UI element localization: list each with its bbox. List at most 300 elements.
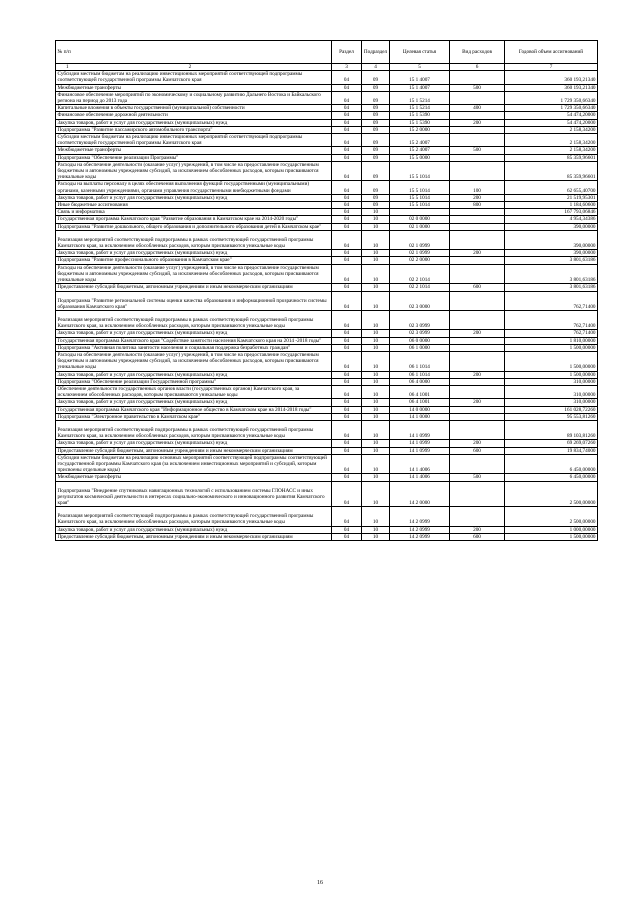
row-podrazdel: 10 <box>362 481 390 507</box>
row-expense-type <box>450 310 505 329</box>
row-name: Подпрограмма "Развитие дошкольного, общего образования и дополнительного образования детей в Камчатском крае" <box>56 223 332 230</box>
row-target-article: 15 5 1014 <box>390 194 450 201</box>
header-expense-type: Вид расходов <box>450 41 505 64</box>
row-podrazdel: 10 <box>362 413 390 420</box>
row-podrazdel: 09 <box>362 147 390 154</box>
row-target-article: 15 5 1014 <box>390 181 450 194</box>
row-name: Подпрограмма "Развитие профессионального образования в Камчатском крае" <box>56 257 332 264</box>
row-name: Финансовое обеспечение мероприятий по экономическому и социальному развитию Дальнего Востока и Байкальского региона на период до 2013 года <box>56 91 332 104</box>
row-podrazdel: 10 <box>362 223 390 230</box>
row-podrazdel: 10 <box>362 454 390 474</box>
row-target-article: 02 3 0999 <box>390 330 450 337</box>
row-name: Межбюджетные трансферты <box>56 474 332 481</box>
table-row <box>56 533 598 540</box>
row-name: Финансовое обеспечение дорожной деятельности <box>56 112 332 119</box>
row-expense-type <box>450 257 505 264</box>
row-name: Подпрограмма "Обеспечение реализации Государственной программы" <box>56 378 332 385</box>
row-name: Подпрограмма "Развитие пассажирского автомобильного транспорта" <box>56 126 332 133</box>
row-razdel: 04 <box>332 264 362 284</box>
row-amount: 85 359,96601 <box>505 161 598 181</box>
row-amount: 1 500,00000 <box>505 351 598 371</box>
row-target-article: 14 2 0999 <box>390 526 450 533</box>
table-row <box>56 126 598 133</box>
row-name: Закупка товаров, работ и услуг для государственных (муниципальных) нужд <box>56 330 332 337</box>
row-target-article: 06 1 1014 <box>390 351 450 371</box>
row-amount: 2 158,34200 <box>505 134 598 147</box>
row-name: Государственная программа Камчатского края "Содействие занятости населения Камчатского края на 2014 -2018 годы" <box>56 337 332 344</box>
row-target-article: 14 1 0999 <box>390 420 450 439</box>
row-razdel: 04 <box>332 250 362 257</box>
row-amount: 390,00000 <box>505 223 598 230</box>
row-target-article: 06 0 0000 <box>390 337 450 344</box>
row-razdel: 04 <box>332 154 362 161</box>
row-razdel: 04 <box>332 119 362 126</box>
row-amount: 1 729 350,66340 <box>505 105 598 112</box>
table-row <box>56 230 598 249</box>
table-row <box>56 147 598 154</box>
row-podrazdel: 10 <box>362 507 390 526</box>
row-amount: 310,00000 <box>505 378 598 385</box>
row-amount: 390,00000 <box>505 250 598 257</box>
row-target-article: 14 2 0999 <box>390 507 450 526</box>
row-expense-type: 600 <box>450 284 505 291</box>
table-row <box>56 507 598 526</box>
row-target-article: 15 1 5214 <box>390 105 450 112</box>
row-razdel: 04 <box>332 112 362 119</box>
row-razdel: 04 <box>332 454 362 474</box>
row-name: Межбюджетные трансферты <box>56 84 332 91</box>
colnum-5: 5 <box>390 64 450 71</box>
row-podrazdel: 10 <box>362 474 390 481</box>
row-podrazdel: 09 <box>362 181 390 194</box>
row-podrazdel: 10 <box>362 216 390 223</box>
table-row <box>56 181 598 194</box>
header-target-article: Целевая статья <box>390 41 450 64</box>
row-expense-type: 200 <box>450 371 505 378</box>
row-podrazdel: 09 <box>362 194 390 201</box>
table-row <box>56 310 598 329</box>
row-target-article: 02 3 0999 <box>390 310 450 329</box>
row-target-article: 02 2 1014 <box>390 284 450 291</box>
row-amount: 19 834,74000 <box>505 447 598 454</box>
row-amount: 310,00000 <box>505 399 598 406</box>
row-name: Связь и информатика <box>56 209 332 216</box>
row-razdel: 04 <box>332 216 362 223</box>
row-name: Расходы на обеспечение деятельности (оказание услуг) учреждений, в том числе на предоставление государственным бюджетным и автономным учреждениям субсидий, за исключением обособленных расходов, которым присваиваются уникальные коды <box>56 264 332 284</box>
row-podrazdel: 10 <box>362 250 390 257</box>
row-razdel: 04 <box>332 230 362 249</box>
row-expense-type: 200 <box>450 526 505 533</box>
row-podrazdel: 10 <box>362 420 390 439</box>
table-row <box>56 105 598 112</box>
row-target-article: 06 4 1001 <box>390 385 450 398</box>
row-razdel: 04 <box>332 474 362 481</box>
row-podrazdel: 10 <box>362 284 390 291</box>
row-target-article: 14 2 0999 <box>390 533 450 540</box>
row-expense-type: 500 <box>450 84 505 91</box>
row-amount: 85 359,96601 <box>505 154 598 161</box>
table-row <box>56 474 598 481</box>
table-row <box>56 216 598 223</box>
row-name: Закупка товаров, работ и услуг для государственных (муниципальных) нужд <box>56 440 332 447</box>
row-target-article: 15 2 4007 <box>390 147 450 154</box>
row-amount: 390,00000 <box>505 230 598 249</box>
row-expense-type: 200 <box>450 330 505 337</box>
row-expense-type: 600 <box>450 447 505 454</box>
row-razdel: 04 <box>332 126 362 133</box>
row-amount: 2 500,00000 <box>505 481 598 507</box>
row-podrazdel: 10 <box>362 230 390 249</box>
table-row <box>56 194 598 201</box>
table-row <box>56 440 598 447</box>
row-expense-type: 600 <box>450 533 505 540</box>
row-amount: 54 474,20000 <box>505 119 598 126</box>
row-razdel: 04 <box>332 134 362 147</box>
row-target-article: 06 1 1014 <box>390 371 450 378</box>
row-podrazdel: 10 <box>362 533 390 540</box>
row-amount: 2 158,34200 <box>505 147 598 154</box>
row-podrazdel: 10 <box>362 310 390 329</box>
row-podrazdel: 10 <box>362 371 390 378</box>
row-razdel: 04 <box>332 209 362 216</box>
row-target-article: 02 3 0000 <box>390 291 450 310</box>
table-row <box>56 371 598 378</box>
row-amount: 4 954,34386 <box>505 216 598 223</box>
row-expense-type: 500 <box>450 147 505 154</box>
row-razdel: 04 <box>332 481 362 507</box>
row-podrazdel: 09 <box>362 105 390 112</box>
row-target-article <box>390 209 450 216</box>
row-name: Иные бюджетные ассигнования <box>56 202 332 209</box>
row-name: Подпрограмма "Активная политика занятости населения и социальная поддержка безработных граждан" <box>56 344 332 351</box>
row-name: Государственная программа Камчатского края "Информационное общество в Камчатском крае на 2014-2018 годы" <box>56 406 332 413</box>
table-row <box>56 526 598 533</box>
row-expense-type <box>450 223 505 230</box>
row-amount: 3 801,63186 <box>505 284 598 291</box>
table-row <box>56 447 598 454</box>
row-amount: 1 500,00000 <box>505 371 598 378</box>
row-podrazdel: 10 <box>362 291 390 310</box>
row-amount: 54 474,20000 <box>505 112 598 119</box>
table-row <box>56 351 598 371</box>
row-razdel: 04 <box>332 310 362 329</box>
row-razdel: 04 <box>332 194 362 201</box>
row-podrazdel: 10 <box>362 399 390 406</box>
row-name: Государственная программа Камчатского края "Развитие образования в Камчатском крае на 2014-2020 годы" <box>56 216 332 223</box>
row-amount: 2 158,34200 <box>505 126 598 133</box>
table-row <box>56 344 598 351</box>
row-podrazdel: 09 <box>362 84 390 91</box>
row-target-article: 15 1 4007 <box>390 71 450 84</box>
row-razdel: 04 <box>332 533 362 540</box>
table-row <box>56 112 598 119</box>
row-target-article: 02 1 0000 <box>390 223 450 230</box>
row-podrazdel: 10 <box>362 385 390 398</box>
row-target-article: 15 5 1014 <box>390 161 450 181</box>
row-amount: 1 729 350,66340 <box>505 91 598 104</box>
row-amount: 21 519,95301 <box>505 194 598 201</box>
row-name: Субсидии местным бюджетам на реализацию инвестиционных мероприятий соответствующей подпрограммы соответствующей государственной программы Камчатского края <box>56 134 332 147</box>
row-expense-type <box>450 385 505 398</box>
row-name: Реализация мероприятий соответствующей подпрограммы в рамках соответствующей государственной программы Камчатского края, за исключением обособленных расходов, которым присваиваются уникальные коды <box>56 420 332 439</box>
table-row <box>56 223 598 230</box>
row-target-article: 02 2 1014 <box>390 264 450 284</box>
row-amount: 360 193,21340 <box>505 71 598 84</box>
row-expense-type: 100 <box>450 181 505 194</box>
row-target-article: 15 5 1014 <box>390 202 450 209</box>
row-podrazdel: 10 <box>362 378 390 385</box>
row-name: Подпрограмма "Электронное правительство в Камчатском крае" <box>56 413 332 420</box>
row-expense-type: 200 <box>450 119 505 126</box>
table-row <box>56 454 598 474</box>
table-row <box>56 399 598 406</box>
row-expense-type <box>450 161 505 181</box>
row-name: Подпрограмма "Обеспечение реализации Программы" <box>56 154 332 161</box>
row-target-article: 06 4 1001 <box>390 399 450 406</box>
table-row <box>56 119 598 126</box>
row-podrazdel: 09 <box>362 71 390 84</box>
row-razdel: 04 <box>332 257 362 264</box>
row-target-article: 14 1 4006 <box>390 454 450 474</box>
row-target-article: 14 1 0000 <box>390 413 450 420</box>
row-expense-type <box>450 481 505 507</box>
row-razdel: 04 <box>332 91 362 104</box>
row-amount: 167 793,06846 <box>505 209 598 216</box>
row-expense-type <box>450 134 505 147</box>
row-expense-type <box>450 291 505 310</box>
row-expense-type <box>450 216 505 223</box>
row-podrazdel: 10 <box>362 344 390 351</box>
row-razdel: 04 <box>332 440 362 447</box>
row-amount: 1 810,00000 <box>505 337 598 344</box>
row-podrazdel: 09 <box>362 119 390 126</box>
row-razdel: 04 <box>332 378 362 385</box>
row-podrazdel: 10 <box>362 440 390 447</box>
column-numbers-row <box>56 64 598 71</box>
row-razdel: 04 <box>332 291 362 310</box>
table-row <box>56 161 598 181</box>
row-name: Подпрограмма "Развитие региональной системы оценки качества образования и информационной прозрачности системы образования Камчатского края" <box>56 291 332 310</box>
header-annual-amount: Годовой объем ассигнований <box>505 41 598 64</box>
document-page <box>55 40 597 541</box>
row-razdel: 04 <box>332 161 362 181</box>
row-name: Закупка товаров, работ и услуг для государственных (муниципальных) нужд <box>56 119 332 126</box>
row-target-article: 15 2 0000 <box>390 126 450 133</box>
table-row <box>56 385 598 398</box>
row-amount: 3 801,63186 <box>505 257 598 264</box>
row-podrazdel: 10 <box>362 526 390 533</box>
row-name: Реализация мероприятий соответствующей подпрограммы в рамках соответствующей государственной программы Камчатского края, за исключением обособленных расходов, которым присваиваются уникальные коды <box>56 230 332 249</box>
row-razdel: 04 <box>332 147 362 154</box>
page-number: 16 <box>317 880 323 886</box>
row-name: Закупка товаров, работ и услуг для государственных (муниципальных) нужд <box>56 371 332 378</box>
row-name: Расходы на выплаты персоналу в целях обеспечения выполнения функций государственными (муниципальными) органами, казенными учреждениями, органами управления государственными внебюджетными фондами <box>56 181 332 194</box>
row-name: Предоставление субсидий бюджетным, автономным учреждениям и иным некоммерческим организациям <box>56 533 332 540</box>
budget-table <box>55 40 598 541</box>
row-target-article: 14 1 0999 <box>390 447 450 454</box>
row-target-article: 14 2 0000 <box>390 481 450 507</box>
row-podrazdel: 10 <box>362 330 390 337</box>
header-podrazdel: Подраздел <box>362 41 390 64</box>
row-razdel: 04 <box>332 385 362 398</box>
row-target-article: 14 0 0000 <box>390 406 450 413</box>
row-name: Капитальные вложения в объекты государственной (муниципальной) собственности <box>56 105 332 112</box>
row-podrazdel: 10 <box>362 257 390 264</box>
row-podrazdel: 10 <box>362 337 390 344</box>
row-razdel: 04 <box>332 351 362 371</box>
row-razdel: 04 <box>332 399 362 406</box>
row-razdel: 04 <box>332 406 362 413</box>
row-expense-type <box>450 344 505 351</box>
row-razdel: 04 <box>332 84 362 91</box>
row-razdel: 04 <box>332 420 362 439</box>
row-target-article: 02 1 0999 <box>390 250 450 257</box>
table-row <box>56 209 598 216</box>
row-podrazdel: 10 <box>362 209 390 216</box>
table-row <box>56 378 598 385</box>
table-row <box>56 264 598 284</box>
row-expense-type <box>450 413 505 420</box>
row-expense-type <box>450 264 505 284</box>
row-amount: 62 655,40700 <box>505 181 598 194</box>
row-name: Реализация мероприятий соответствующей подпрограммы в рамках соответствующей государственной программы Камчатского края, за исключением обособленных расходов, которым присваиваются уникальные коды <box>56 507 332 526</box>
row-amount: 69 269,07260 <box>505 440 598 447</box>
row-amount: 95 553,81260 <box>505 413 598 420</box>
row-amount: 161 028,72260 <box>505 406 598 413</box>
row-expense-type: 800 <box>450 202 505 209</box>
row-expense-type <box>450 351 505 371</box>
table-row <box>56 413 598 420</box>
table-row <box>56 330 598 337</box>
row-amount: 1 184,60600 <box>505 202 598 209</box>
row-name: Предоставление субсидий бюджетным, автономным учреждениям и иным некоммерческим организациям <box>56 284 332 291</box>
row-razdel: 04 <box>332 223 362 230</box>
table-row <box>56 337 598 344</box>
colnum-4: 4 <box>362 64 390 71</box>
row-razdel: 04 <box>332 181 362 194</box>
row-name: Реализация мероприятий соответствующей подпрограммы в рамках соответствующей государственной программы Камчатского края, за исключением обособленных расходов, которым присваиваются уникальные коды <box>56 310 332 329</box>
row-podrazdel: 09 <box>362 161 390 181</box>
header-razdel: Раздел <box>332 41 362 64</box>
row-target-article: 02 0 0000 <box>390 216 450 223</box>
table-row <box>56 134 598 147</box>
row-target-article: 15 5 0000 <box>390 154 450 161</box>
row-expense-type <box>450 71 505 84</box>
row-expense-type: 200 <box>450 250 505 257</box>
table-row <box>56 71 598 84</box>
row-razdel: 04 <box>332 330 362 337</box>
row-target-article: 15 1 4007 <box>390 84 450 91</box>
row-razdel: 04 <box>332 202 362 209</box>
row-amount: 1 500,00000 <box>505 344 598 351</box>
row-name: Обеспечение деятельности государственных органов власти (государственных органов) Камчатского края, за исключением обособленных расходов, которым присваиваются уникальные коды <box>56 385 332 398</box>
row-expense-type <box>450 420 505 439</box>
row-razdel: 04 <box>332 526 362 533</box>
row-name: Предоставление субсидий бюджетным, автономным учреждениям и иным некоммерческим организациям <box>56 447 332 454</box>
row-razdel: 04 <box>332 71 362 84</box>
row-podrazdel: 09 <box>362 154 390 161</box>
row-name: Расходы на обеспечение деятельности (оказание услуг) учреждений, в том числе на предоставление государственным бюджетным и автономным учреждениям субсидий, за исключением обособленных расходов, которым присваиваются уникальные коды <box>56 351 332 371</box>
table-row <box>56 481 598 507</box>
row-podrazdel: 09 <box>362 112 390 119</box>
colnum-1: 1 2 <box>56 64 332 71</box>
row-target-article: 15 1 5390 <box>390 112 450 119</box>
table-row <box>56 284 598 291</box>
row-podrazdel: 10 <box>362 264 390 284</box>
row-name: Подпрограмма "Внедрение спутниковых навигационных технологий с использованием системы ГЛОНАСС и иных результатов космической деятельности в интересах социально-экономического и инновационного развития Камчатского края" <box>56 481 332 507</box>
row-razdel: 04 <box>332 371 362 378</box>
colnum-7: 7 <box>505 64 598 71</box>
row-razdel: 04 <box>332 447 362 454</box>
row-target-article: 15 1 5214 <box>390 91 450 104</box>
row-expense-type: 200 <box>450 399 505 406</box>
colnum-3: 3 <box>332 64 362 71</box>
row-razdel: 04 <box>332 344 362 351</box>
row-expense-type <box>450 91 505 104</box>
row-podrazdel: 10 <box>362 406 390 413</box>
row-razdel: 04 <box>332 413 362 420</box>
row-amount: 762,71400 <box>505 330 598 337</box>
row-razdel: 04 <box>332 284 362 291</box>
row-amount: 310,00000 <box>505 385 598 398</box>
row-target-article: 15 2 4007 <box>390 134 450 147</box>
row-amount: 2 500,00000 <box>505 507 598 526</box>
table-row <box>56 154 598 161</box>
table-body <box>56 64 598 541</box>
row-expense-type <box>450 454 505 474</box>
row-amount: 6 450,00000 <box>505 474 598 481</box>
row-amount: 1 000,00000 <box>505 526 598 533</box>
row-name: Закупка товаров, работ и услуг для государственных (муниципальных) нужд <box>56 526 332 533</box>
row-expense-type <box>450 154 505 161</box>
table-row <box>56 406 598 413</box>
row-name: Субсидии местным бюджетам на реализацию основных мероприятий соответствующей подпрограммы соответствующей государственной программы Камчатского края (за исключением инвестиционных мероприятий и субсидий, которым присвоены отдельные коды) <box>56 454 332 474</box>
row-target-article: 06 4 0000 <box>390 378 450 385</box>
row-amount: 762,71400 <box>505 291 598 310</box>
row-expense-type <box>450 112 505 119</box>
row-expense-type <box>450 209 505 216</box>
row-expense-type <box>450 507 505 526</box>
row-amount: 3 801,63186 <box>505 264 598 284</box>
table-row <box>56 91 598 104</box>
row-amount: 762,71400 <box>505 310 598 329</box>
row-razdel: 04 <box>332 507 362 526</box>
row-target-article: 02 1 0999 <box>390 230 450 249</box>
row-amount: 360 193,21340 <box>505 84 598 91</box>
table-row <box>56 202 598 209</box>
row-expense-type: 400 <box>450 105 505 112</box>
row-podrazdel: 10 <box>362 447 390 454</box>
row-target-article: 14 1 4006 <box>390 474 450 481</box>
row-expense-type: 200 <box>450 440 505 447</box>
row-name: Закупка товаров, работ и услуг для государственных (муниципальных) нужд <box>56 399 332 406</box>
row-name: Субсидии местным бюджетам на реализацию инвестиционных мероприятий соответствующей подпрограммы соответствующей государственной программы Камчатского края <box>56 71 332 84</box>
table-row <box>56 291 598 310</box>
row-razdel: 04 <box>332 105 362 112</box>
table-row <box>56 250 598 257</box>
row-name: Расходы на обеспечение деятельности (оказание услуг) учреждений, в том числе на предоставление государственным бюджетным и автономным учреждениям субсидий, за исключением обособленных расходов, которым присваиваются уникальные коды <box>56 161 332 181</box>
row-expense-type <box>450 378 505 385</box>
row-target-article: 06 1 0000 <box>390 344 450 351</box>
row-target-article: 02 2 0000 <box>390 257 450 264</box>
table-row <box>56 84 598 91</box>
row-expense-type: 200 <box>450 194 505 201</box>
row-name: Закупка товаров, работ и услуг для государственных (муниципальных) нужд <box>56 250 332 257</box>
row-expense-type <box>450 230 505 249</box>
row-amount: 1 500,00000 <box>505 533 598 540</box>
table-header-row <box>56 41 598 64</box>
row-name: Межбюджетные трансферты <box>56 147 332 154</box>
